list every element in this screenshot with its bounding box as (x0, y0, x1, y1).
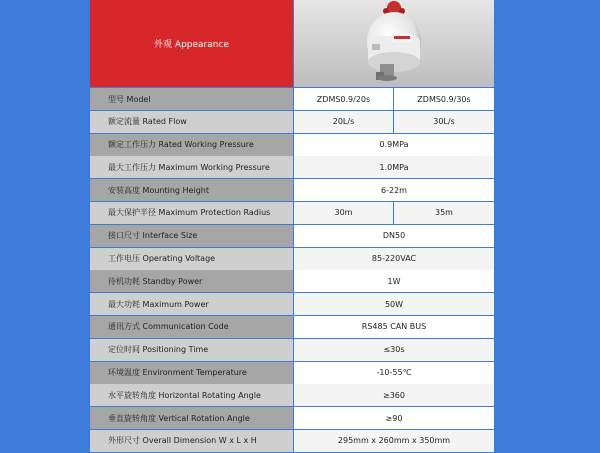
row-label: 外形尺寸 Overall Dimension W x L x H (90, 430, 293, 452)
row-label: 环境温度 Environment Temperature (90, 362, 293, 384)
appearance-label (90, 0, 293, 87)
row-label: 通讯方式 Communication Code (90, 316, 293, 338)
row-label: 接口尺寸 Interface Size (90, 225, 293, 247)
row-value: 6-22m (294, 179, 494, 201)
row-operating-voltage (90, 248, 494, 270)
row-value: 50W (294, 293, 494, 315)
row-value-2: ZDMS0.9/30s (394, 88, 494, 110)
row-vertical-rotation-angle (90, 407, 494, 429)
row-value-1: 20L/s (294, 111, 393, 133)
row-value: ≥90 (294, 407, 494, 429)
row-interface-size (90, 225, 494, 247)
row-label: 工作电压 Operating Voltage (90, 248, 293, 270)
spec-table (90, 88, 494, 453)
row-value: 295mm x 260mm x 350mm (294, 430, 494, 452)
row-value: 1.0MPa (294, 156, 494, 178)
row-maximum-protection-radius (90, 202, 494, 224)
row-rated-flow (90, 111, 494, 133)
row-label: 待机功耗 Standby Power (90, 270, 293, 292)
row-value-1: 30m (294, 202, 393, 224)
appearance-label-text: 外观 Appearance (154, 40, 229, 50)
row-communication-code (90, 316, 494, 338)
row-label: 定位时间 Positioning Time (90, 339, 293, 361)
row-label: 最大保护半径 Maximum Protection Radius (90, 202, 293, 224)
row-value: -10-55℃ (294, 362, 494, 384)
row-value: 1W (294, 270, 494, 292)
row-label: 型号 Model (90, 88, 293, 110)
row-label: 垂直旋转角度 Vertical Rotation Angle (90, 407, 293, 429)
row-positioning-time (90, 339, 494, 361)
row-value-2: 35m (394, 202, 494, 224)
row-value: 85-220VAC (294, 248, 494, 270)
fire-monitor-icon (294, 0, 494, 87)
row-label: 水平旋转角度 Horizontal Rotating Angle (90, 384, 293, 406)
row-maximum-power (90, 293, 494, 315)
row-label: 最大工作压力 Maximum Working Pressure (90, 156, 293, 178)
product-image (294, 0, 494, 87)
row-value: 0.9MPa (294, 134, 494, 156)
row-label: 额定流量 Rated Flow (90, 111, 293, 133)
row-horizontal-rotating-angle (90, 384, 494, 406)
row-mounting-height (90, 179, 494, 201)
row-value: RS485 CAN BUS (294, 316, 494, 338)
row-value: ≤30s (294, 339, 494, 361)
row-label: 额定工作压力 Rated Working Pressure (90, 134, 293, 156)
row-value: ≥360 (294, 384, 494, 406)
row-model (90, 88, 494, 110)
row-label: 最大功耗 Maximum Power (90, 293, 293, 315)
appearance-row (90, 0, 494, 87)
row-overall-dimension (90, 430, 494, 452)
row-maximum-working-pressure (90, 156, 494, 178)
row-value-1: ZDMS0.9/20s (294, 88, 393, 110)
row-value-2: 30L/s (394, 111, 494, 133)
row-standby-power (90, 270, 494, 292)
row-value: DN50 (294, 225, 494, 247)
row-environment-temperature (90, 362, 494, 384)
spec-sheet (90, 0, 494, 450)
row-label: 安装高度 Mounting Height (90, 179, 293, 201)
row-rated-working-pressure (90, 134, 494, 156)
